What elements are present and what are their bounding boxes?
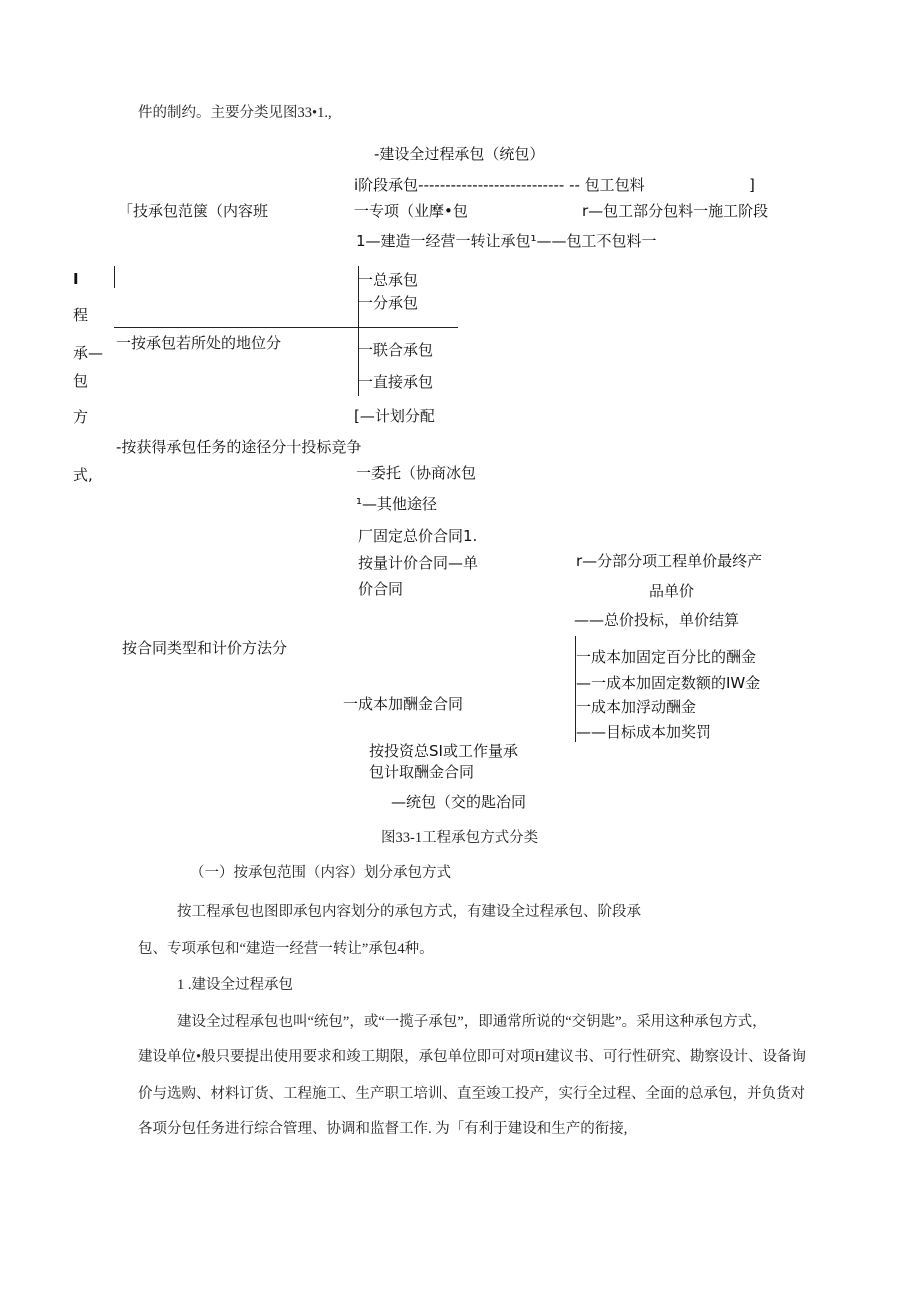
branch-line-left-vertical <box>114 266 115 288</box>
paragraph-1-line-1: 按工程承包也图即承包内容划分的承包方式，有建设全过程承包、阶段承 <box>177 904 641 920</box>
branch-line-horizontal <box>114 327 458 328</box>
node-sub-item-2: 品单价 <box>649 582 695 600</box>
node-invest-1: 按投资总SI或工作量承 <box>369 742 518 760</box>
node-joint: 一联合承包 <box>358 341 434 359</box>
node-fixed-fee: —一成本加固定数额的IW金 <box>576 674 761 692</box>
root-char-4: 包 <box>73 372 89 390</box>
node-partial: r—包工部分包料一施工阶段 <box>582 202 769 220</box>
node-bot: 1—建造一经营一转让承包¹——包工不包料一 <box>356 232 657 250</box>
root-char-3: 承— <box>73 344 104 362</box>
node-lump-sum: ——总价投标，单价结算 <box>574 611 740 629</box>
root-char-2: 程 <box>73 306 89 324</box>
figure-caption: 图33-1工程承包方式分类 <box>381 830 539 846</box>
node-by-status: 一按承包若所处的地位分 <box>116 334 282 352</box>
node-unit-2: 价合同 <box>358 580 404 598</box>
node-general: 一总承包 <box>358 271 419 289</box>
paragraph-2-line-2: 建设单位•般只要提出使用要求和竣工期限，承包单位即可对项H建议书、可行性研究、勘察设计、设备询 <box>138 1049 807 1065</box>
node-by-scope: 「技承包范箧（内容班 <box>118 202 269 220</box>
node-entrust: 一委托（协商冰包 <box>356 464 477 482</box>
root-char-1: I <box>73 270 79 288</box>
node-special: 一专项（业摩•包 <box>354 202 468 220</box>
paragraph-2-line-1: 建设全过程承包也叫“统包”，或“一揽子承包”，即通常所说的“交钥匙”。采用这种承包方式， <box>177 1014 767 1030</box>
section-heading: （一）按承包范围（内容）划分承包方式 <box>190 865 451 881</box>
node-unit-1: 按量计价合同—单 <box>358 554 479 572</box>
node-fixed: 厂固定总价合同1. <box>358 527 478 545</box>
node-target: ——目标成本加奖罚 <box>576 723 712 741</box>
intro-text: 件的制约。主要分类见图33•1., <box>138 105 332 121</box>
node-turnkey: —统包（交的匙冶同 <box>391 793 527 811</box>
node-float: 一成本加浮动酬金 <box>576 698 697 716</box>
node-invest-2: 包计取酬金合同 <box>369 763 475 781</box>
node-cost-plus: 一成本加酬金合同 <box>343 695 464 713</box>
root-char-5: 方 <box>73 408 89 426</box>
node-other: ¹—其他途径 <box>356 495 438 513</box>
node-sub-item-1: r—分部分项工程单价最终产 <box>576 552 763 570</box>
node-stage: i阶段承包--------------------------- -- 包工包料 <box>354 176 645 194</box>
node-direct: 一直接承包 <box>358 373 434 391</box>
node-full-process: -建设全过程承包（统包） <box>374 145 545 163</box>
node-plan: [—计划分配 <box>354 407 435 425</box>
node-sub: 一分承包 <box>358 294 419 312</box>
root-char-6: 式, <box>73 466 93 484</box>
node-pct: 一成本加固定百分比的酬金 <box>576 648 757 666</box>
node-by-contract: 按合同类型和计价方法分 <box>122 639 288 657</box>
node-stage-bracket: ] <box>749 176 755 194</box>
paragraph-2-line-3: 价与选购、材料订货、工程施工、生产职工培训、直至竣工投产，实行全过程、全面的总承包，并负货对 <box>138 1086 805 1102</box>
subheading-1: 1 .建设全过程承包 <box>177 977 293 993</box>
paragraph-1-line-2: 包、专项承包和“建造一经营一转让”承包4种。 <box>138 941 434 957</box>
paragraph-2-line-4: 各项分包任务进行综合管理、协调和监督工作. 为「有利于建设和生产的衔接, <box>138 1121 628 1137</box>
node-by-channel: -按获得承包任务的途径分十投标竞争 <box>116 438 362 456</box>
